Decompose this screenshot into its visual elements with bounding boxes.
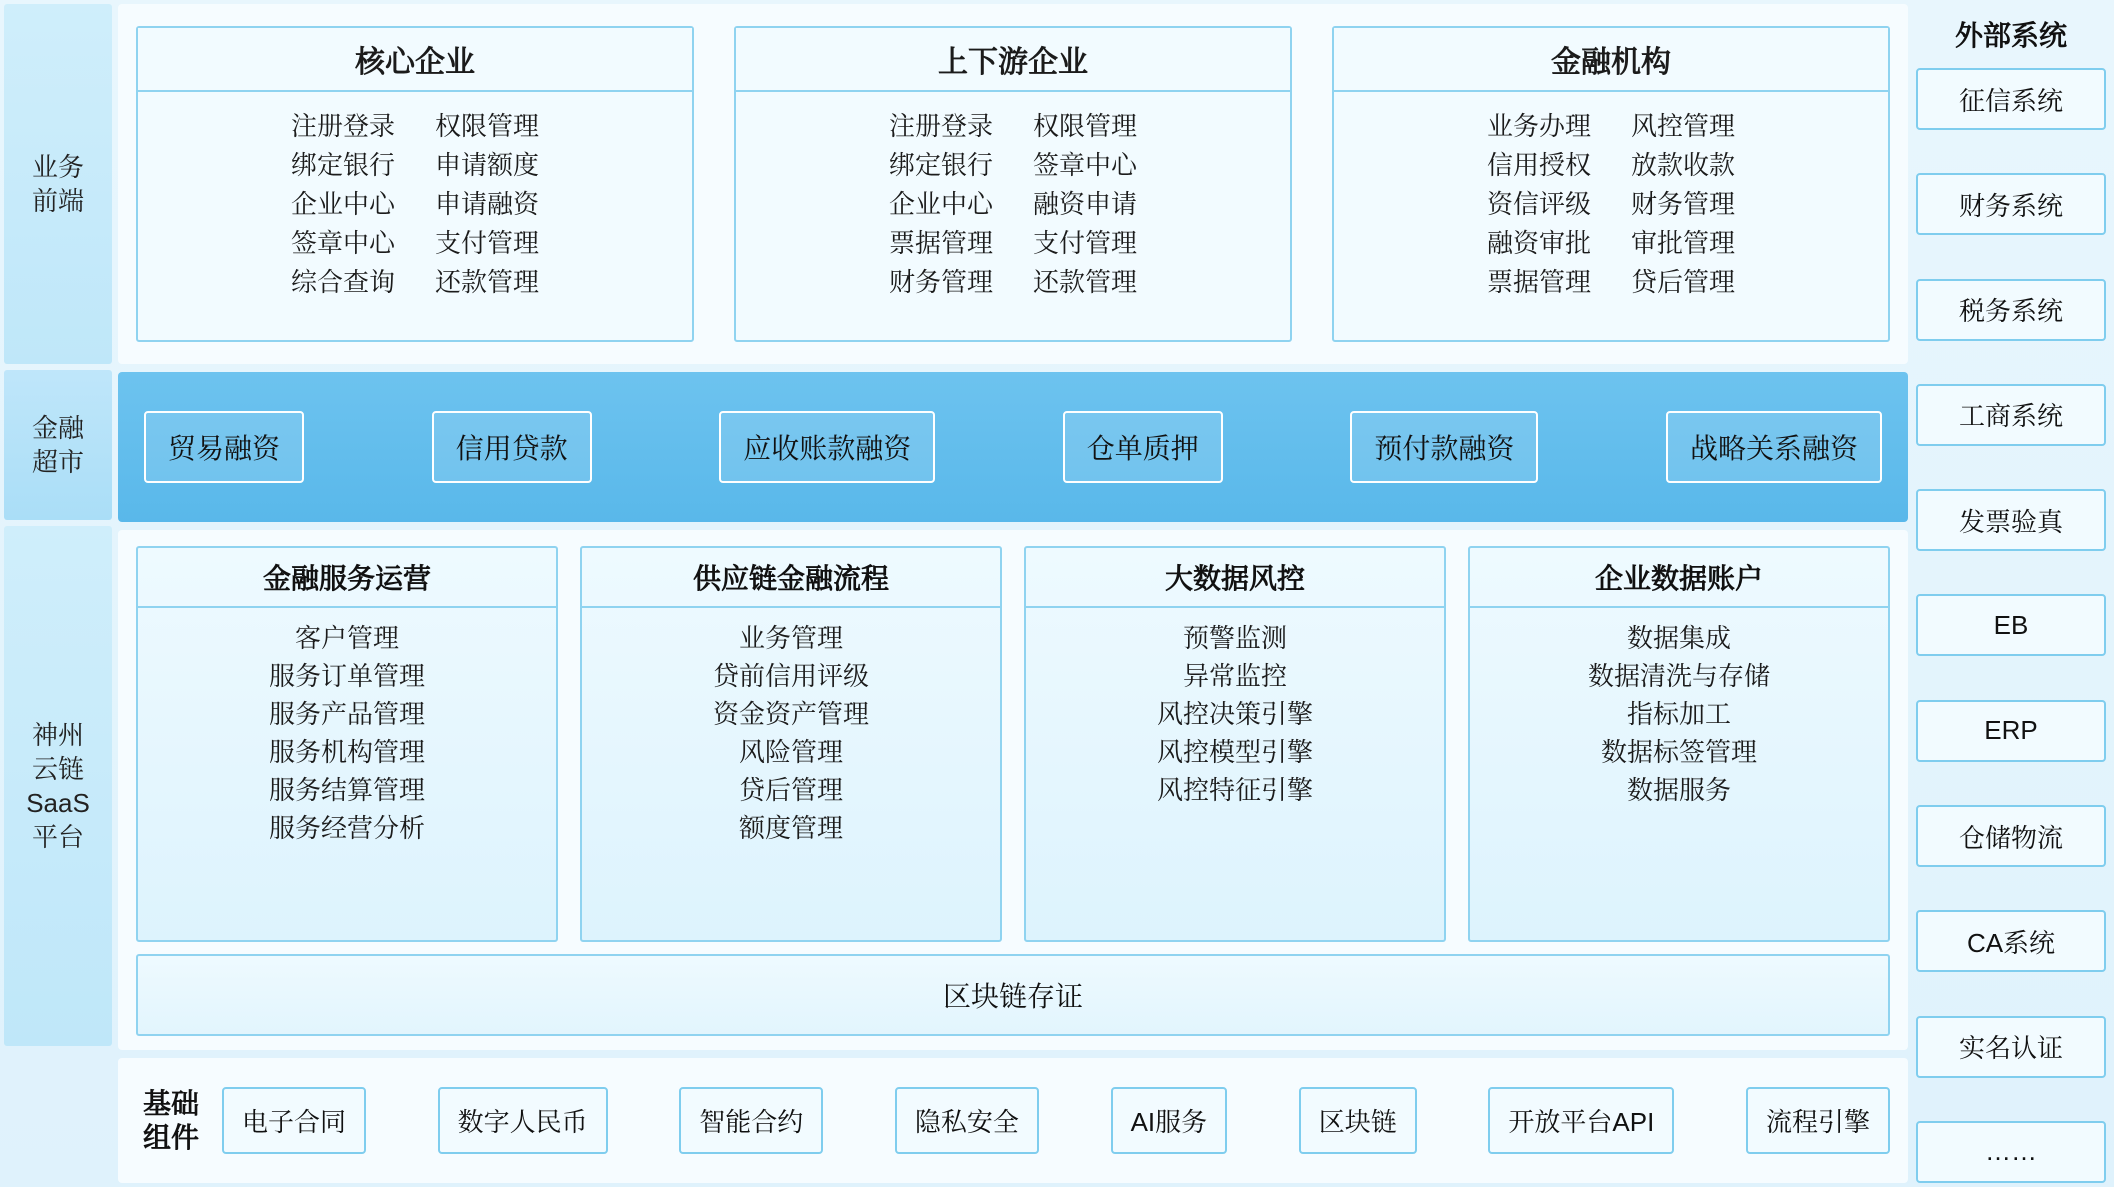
saas-card-title: 企业数据账户 bbox=[1470, 548, 1888, 608]
front-card-body bbox=[736, 92, 1290, 340]
base-chip-ai-service[interactable]: AI服务 bbox=[1111, 1087, 1228, 1154]
front-item[interactable]: 票据管理 bbox=[888, 228, 993, 258]
external-systems-list bbox=[1916, 68, 2106, 1183]
saas-item[interactable]: 数据集成 bbox=[1626, 623, 1731, 653]
row-label-saas-platform bbox=[4, 526, 112, 1046]
front-item[interactable]: 风控管理 bbox=[1631, 111, 1736, 141]
base-chip-privacy-security[interactable]: 隐私安全 bbox=[895, 1087, 1039, 1154]
saas-item[interactable]: 客户管理 bbox=[294, 623, 399, 653]
front-item[interactable]: 企业中心 bbox=[888, 189, 993, 219]
business-front-band bbox=[118, 4, 1908, 364]
saas-item[interactable]: 风险管理 bbox=[738, 737, 843, 767]
saas-card-title: 大数据风控 bbox=[1026, 548, 1444, 608]
saas-item[interactable]: 预警监测 bbox=[1182, 623, 1287, 653]
financial-market-band bbox=[118, 372, 1908, 522]
market-chip-receivables-finance[interactable]: 应收账款融资 bbox=[719, 411, 935, 483]
saas-item[interactable]: 服务订单管理 bbox=[268, 661, 425, 691]
saas-card-financial-service-operation bbox=[136, 546, 558, 942]
external-chip-credit-system[interactable]: 征信系统 bbox=[1916, 68, 2106, 130]
saas-card-big-data-risk-control bbox=[1024, 546, 1446, 942]
saas-card-body bbox=[582, 608, 1000, 940]
saas-item[interactable]: 异常监控 bbox=[1182, 661, 1287, 691]
external-chip-eb[interactable]: EB bbox=[1916, 594, 2106, 656]
front-item[interactable]: 支付管理 bbox=[1033, 228, 1138, 258]
row-label-business-front-line2: 前端 bbox=[31, 186, 84, 216]
front-item[interactable]: 贷后管理 bbox=[1631, 267, 1736, 297]
saas-card-body bbox=[1470, 608, 1888, 940]
front-card-column bbox=[291, 110, 395, 330]
main-column bbox=[112, 0, 1914, 1187]
row-label-financial-market-line1: 金融 bbox=[31, 413, 84, 443]
saas-card-row bbox=[136, 546, 1890, 942]
front-item[interactable]: 财务管理 bbox=[1631, 189, 1736, 219]
saas-item[interactable]: 服务产品管理 bbox=[268, 699, 425, 729]
external-systems-column bbox=[1914, 0, 2114, 1187]
front-card-column bbox=[889, 110, 993, 330]
external-chip-real-name-authentication[interactable]: 实名认证 bbox=[1916, 1016, 2106, 1078]
saas-item[interactable]: 贷前信用评级 bbox=[712, 661, 869, 691]
saas-card-supply-chain-finance-process bbox=[580, 546, 1002, 942]
base-chip-process-engine[interactable]: 流程引擎 bbox=[1746, 1087, 1890, 1154]
front-item[interactable]: 还款管理 bbox=[435, 267, 540, 297]
base-chip-electronic-contract[interactable]: 电子合同 bbox=[222, 1087, 366, 1154]
row-label-financial-market bbox=[4, 370, 112, 520]
front-card-column bbox=[1631, 110, 1735, 330]
front-card-title: 核心企业 bbox=[138, 28, 692, 92]
external-chip-warehouse-logistics[interactable]: 仓储物流 bbox=[1916, 805, 2106, 867]
saas-item[interactable]: 服务结算管理 bbox=[268, 775, 425, 805]
front-card-column bbox=[1487, 110, 1591, 330]
saas-item[interactable]: 风控决策引擎 bbox=[1156, 699, 1313, 729]
row-label-business-front-line1: 业务 bbox=[31, 152, 84, 182]
row-label-financial-market-line2: 超市 bbox=[31, 447, 84, 477]
saas-platform-band bbox=[118, 530, 1908, 1050]
front-item[interactable]: 资信评级 bbox=[1486, 189, 1591, 219]
front-item[interactable]: 审批管理 bbox=[1631, 228, 1736, 258]
row-label-column bbox=[0, 0, 112, 1187]
saas-card-title: 供应链金融流程 bbox=[582, 548, 1000, 608]
front-item[interactable]: 票据管理 bbox=[1486, 267, 1591, 297]
front-item[interactable]: 信用授权 bbox=[1486, 150, 1591, 180]
row-label-saas-line1: 神州 bbox=[31, 720, 84, 750]
saas-item[interactable]: 数据服务 bbox=[1626, 775, 1731, 805]
front-card-column bbox=[1033, 110, 1137, 330]
front-item[interactable]: 支付管理 bbox=[435, 228, 540, 258]
external-chip-tax-system[interactable]: 税务系统 bbox=[1916, 279, 2106, 341]
front-item[interactable]: 权限管理 bbox=[1033, 111, 1138, 141]
saas-item[interactable]: 额度管理 bbox=[738, 813, 843, 843]
front-item[interactable]: 绑定银行 bbox=[888, 150, 993, 180]
front-item[interactable]: 综合查询 bbox=[290, 267, 395, 297]
row-label-saas-line3: SaaS bbox=[26, 788, 90, 818]
front-card-title: 金融机构 bbox=[1334, 28, 1888, 92]
base-components-label-line1: 基础 bbox=[142, 1087, 199, 1119]
row-label-saas-line2: 云链 bbox=[31, 754, 84, 784]
base-chip-open-platform-api[interactable]: 开放平台API bbox=[1488, 1087, 1674, 1154]
saas-card-body bbox=[1026, 608, 1444, 940]
external-chip-more[interactable]: …… bbox=[1916, 1121, 2106, 1183]
front-item[interactable]: 申请融资 bbox=[435, 189, 540, 219]
external-chip-erp[interactable]: ERP bbox=[1916, 700, 2106, 762]
front-card-title: 上下游企业 bbox=[736, 28, 1290, 92]
saas-card-body bbox=[138, 608, 556, 940]
front-item[interactable]: 绑定银行 bbox=[290, 150, 395, 180]
front-item[interactable]: 业务办理 bbox=[1486, 111, 1591, 141]
external-chip-business-registration-system[interactable]: 工商系统 bbox=[1916, 384, 2106, 446]
front-item[interactable]: 财务管理 bbox=[888, 267, 993, 297]
external-chip-ca-system[interactable]: CA系统 bbox=[1916, 910, 2106, 972]
front-card-core-enterprise bbox=[136, 26, 694, 342]
front-item[interactable]: 签章中心 bbox=[290, 228, 395, 258]
front-item[interactable]: 注册登录 bbox=[290, 111, 395, 141]
row-label-spacer bbox=[4, 1052, 112, 1183]
front-item[interactable]: 融资审批 bbox=[1486, 228, 1591, 258]
saas-item[interactable]: 服务机构管理 bbox=[268, 737, 425, 767]
saas-item[interactable]: 数据清洗与存储 bbox=[1587, 661, 1770, 691]
external-chip-finance-system[interactable]: 财务系统 bbox=[1916, 173, 2106, 235]
market-chip-credit-loan[interactable]: 信用贷款 bbox=[432, 411, 592, 483]
base-components-label-line2: 组件 bbox=[142, 1121, 199, 1153]
saas-item[interactable]: 风控模型引擎 bbox=[1156, 737, 1313, 767]
row-label-business-front bbox=[4, 4, 112, 364]
blockchain-evidence-bar[interactable]: 区块链存证 bbox=[136, 954, 1890, 1036]
front-item[interactable]: 放款收款 bbox=[1631, 150, 1736, 180]
saas-card-title: 金融服务运营 bbox=[138, 548, 556, 608]
base-chip-blockchain[interactable]: 区块链 bbox=[1299, 1087, 1417, 1154]
front-card-upstream-downstream bbox=[734, 26, 1292, 342]
saas-item[interactable]: 风控特征引擎 bbox=[1156, 775, 1313, 805]
front-item[interactable]: 企业中心 bbox=[290, 189, 395, 219]
external-chip-invoice-verification[interactable]: 发票验真 bbox=[1916, 489, 2106, 551]
saas-item[interactable]: 指标加工 bbox=[1626, 699, 1731, 729]
base-components-chip-row bbox=[222, 1087, 1890, 1154]
market-chip-strategic-relation-finance[interactable]: 战略关系融资 bbox=[1666, 411, 1882, 483]
saas-item[interactable]: 服务经营分析 bbox=[268, 813, 425, 843]
front-card-financial-institution bbox=[1332, 26, 1890, 342]
base-chip-smart-contract[interactable]: 智能合约 bbox=[679, 1087, 823, 1154]
saas-card-enterprise-data-account bbox=[1468, 546, 1890, 942]
front-card-body bbox=[1334, 92, 1888, 340]
front-item[interactable]: 申请额度 bbox=[435, 150, 540, 180]
front-item[interactable]: 融资申请 bbox=[1033, 189, 1138, 219]
front-item[interactable]: 签章中心 bbox=[1033, 150, 1138, 180]
front-card-column bbox=[435, 110, 539, 330]
front-item[interactable]: 权限管理 bbox=[435, 111, 540, 141]
external-systems-title: 外部系统 bbox=[1954, 20, 2067, 51]
base-chip-digital-rmb[interactable]: 数字人民币 bbox=[438, 1087, 608, 1154]
market-chip-prepayment-finance[interactable]: 预付款融资 bbox=[1350, 411, 1538, 483]
saas-item[interactable]: 数据标签管理 bbox=[1600, 737, 1757, 767]
front-item[interactable]: 还款管理 bbox=[1033, 267, 1138, 297]
base-components-label bbox=[136, 1087, 206, 1155]
base-components-band bbox=[118, 1058, 1908, 1183]
saas-item[interactable]: 资金资产管理 bbox=[712, 699, 869, 729]
saas-item[interactable]: 贷后管理 bbox=[738, 775, 843, 805]
row-label-saas-line4: 平台 bbox=[31, 822, 84, 852]
market-chip-warehouse-receipt-pledge[interactable]: 仓单质押 bbox=[1063, 411, 1223, 483]
saas-item[interactable]: 业务管理 bbox=[738, 623, 843, 653]
market-chip-trade-finance[interactable]: 贸易融资 bbox=[144, 411, 304, 483]
front-item[interactable]: 注册登录 bbox=[888, 111, 993, 141]
front-card-body bbox=[138, 92, 692, 340]
